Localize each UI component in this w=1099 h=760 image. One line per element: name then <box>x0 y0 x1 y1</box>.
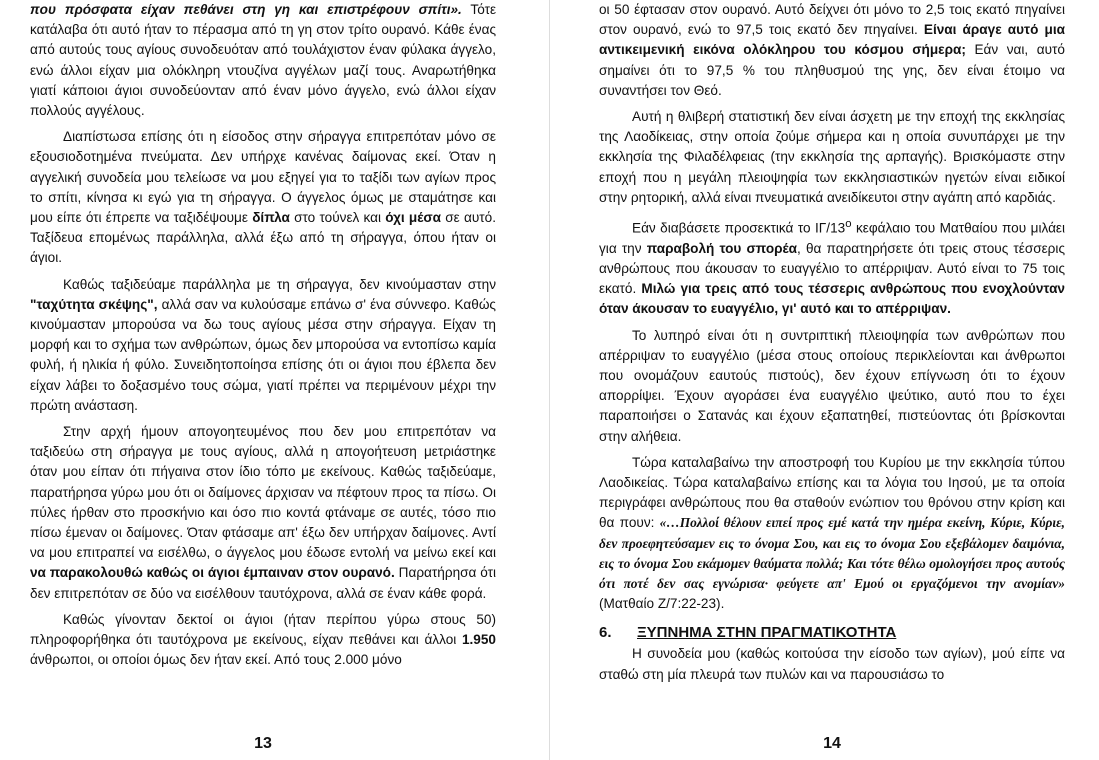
page-number: 14 <box>823 735 841 752</box>
paragraph-text: Εάν ναι, αυτό σημαίνει ότι το 97,5 % του πληθυσμού της γης, δεν είναι έτοιμο να συναντήσει τον Θεό. <box>599 42 1065 98</box>
page-gutter <box>549 0 550 760</box>
paragraph <box>599 453 1065 615</box>
bold-text: 1.950 <box>461 632 496 648</box>
scripture-quote: «…Πολλοί θέλουν ειπεί προς εμέ κατά την ημέρα εκείνη, Κύριε, Κύριε, δεν προεφητεύσαμεν εις το όνομα Σου, και εις το όνομα Σου εξεβάλομεν δαιμόνια, εις το όνομα Σου εκάμομεν θαύματα πολλά; Και τότε θέλω ομολογήσει προς αυτούς ότι ποτέ δεν σας εγνώρισα· φεύγετε απ' Εμού οι εργαζόμενοι την ανομίαν» <box>599 515 1065 592</box>
paragraph <box>599 644 1065 684</box>
paragraph <box>30 275 496 416</box>
paragraph-text: Παρατήρησα ότι δεν επιτρεπόταν σε δύο να εισέλθουν ταυτόχρονα, αλλά σε έναν κάθε φορά. <box>30 565 496 601</box>
paragraph <box>30 127 496 268</box>
bold-text: όχι μέσα <box>385 210 442 226</box>
paragraph-text: οι 50 έφτασαν στον ουρανό. Αυτό δείχνει ότι μόνο το 2,5 τοις εκατό πηγαίνει στον ουρανό, ενώ το 97,5 τοις εκατό δεν πηγαίνει. <box>599 2 1065 38</box>
page-number: 13 <box>254 735 272 752</box>
paragraph <box>30 0 496 121</box>
paragraph-text: Εάν διαβάσετε προσεκτικά το ΙΓ/13 <box>632 220 846 236</box>
paragraph-text: Καθώς γίνονταν δεκτοί οι άγιοι (ήταν περίπου γύρω στους 50) πληροφορήθηκα ότι ταυτόχρονα με εκείνους, είχαν πεθάνει και άλλοι <box>30 611 496 648</box>
paragraph-text: σε αυτό. Ταξίδευα επομένως παράλληλα, αλλά έξω από τη σήραγγα, όπου ήταν οι άγιοι. <box>30 210 496 266</box>
paragraph <box>30 422 496 604</box>
bold-text: Είναι άραγε αυτό μια αντικειμενική εικόνα ολόκληρου του κόσμου σήμερα; <box>599 22 1065 58</box>
paragraph-text: Τότε κατάλαβα ότι αυτό ήταν το πέρασμα από τη γη στον τρίτο ουρανό. Κάθε ένας από αυτούς τους αγίους συνοδευόταν από τουλάχιστον έναν φύλακα άγγελο, ενώ άλλοι είχαν μια ολόκληρη ντουζίνα αγγέλων μαζί τους. Αναρωτήθηκα γιατί κάποιοι άγιοι συνοδεύονταν από έναν μόνο άγγελο, ενώ άλλοι είχαν πολλούς αγγέλους. <box>30 2 496 119</box>
paragraph-text: αλλά σαν να κυλούσαμε επάνω σ' ένα σύννεφο. Καθώς κινούμασταν μπορούσα να δω τους αγίους μέσα στην σήραγγα. Είχαν τη μορφή και το σχήμα των ανθρώπων, όμως δεν μπορούσα να εντοπίσω καμία φυλή, ή ηλικία ή φύλο. Συνειδητοποίησα επίσης ότι οι άγιοι που έβλεπα δεν είχαν λάβει το δοξασμένο τους σώμα, γιατί πρέπει να περιμένουν μέχρι την πρώτη ανάσταση. <box>30 296 496 413</box>
right-page <box>599 0 1065 760</box>
paragraph-text: Αυτή η θλιβερή στατιστική δεν είναι άσχετη με την εποχή της εκκλησίας της Λαοδίκειας, στην οποία ζούμε σήμερα και η οποία συνυπάρχει με την εκκλησία της Φιλαδέλφειας (την εκκλησία της αρπαγής). Βρισκόμαστε στην εποχή που η μεγάλη πλειοψηφία των εκκλησιαστικών ηγετών είναι ειδικοί στην ρητορική, αλλά είναι πνευματικά ανειδίκευτοι στην αγάπη από καρδιάς. <box>599 109 1065 205</box>
scripture-reference: (Ματθαίο Ζ/7:22-23). <box>599 596 725 612</box>
bold-text: Μιλώ για τρεις από τους τέσσερις ανθρώπους που ενοχλούνταν όταν άκουσαν το ευαγγέλιο, γι' αυτό και το απέρριψαν. <box>599 281 1065 317</box>
ordinal-superscript: ο <box>845 218 852 231</box>
right-page-text <box>599 0 1065 685</box>
paragraph-text: Το λυπηρό είναι ότι η συντριπτική πλειοψηφία των ανθρώπων που απέρριψαν το ευαγγέλιο (μέσα στους οποίους περικλείονται και άνθρωποι που ονομάζουν εαυτούς πιστούς), δεν έχουν επίγνωση ότι το έχουν απορρίψει. Έχουν αγοράσει ένα ευαγγέλιο ψεύτικο, αυτό που το έχει παραποιήσει ο Σατανάς και έχουν εξαπατηθεί, πιστεύοντας ότι βρίσκονται στην αλήθεια. <box>599 327 1065 444</box>
paragraph-text: , θα παρατηρήσετε ότι τρεις στους τέσσερις ανθρώπους που άκουσαν το ευαγγέλιο το απέρριψαν. Αυτό είναι το 75 τοις εκατό. <box>599 240 1065 297</box>
paragraph-text: Διαπίστωσα επίσης ότι η είσοδος στην σήραγγα επιτρεπόταν μόνο σε εξουσιοδοτημένα πνεύματα. Δεν υπήρχε κανένας δαίμονας εκεί. Όταν η αγγελική συνοδεία μου τελείωσε να μου εξηγεί για το ταξίδι των αγίων προς το σπίτι, κίνησα κι εγώ για τη σήραγγα. Ο άγγελος όμως με σταμάτησε και μου είπε ότι έπρεπε να ταξιδέψουμε <box>30 129 496 226</box>
paragraph-text: Καθώς ταξιδεύαμε παράλληλα με τη σήραγγα, δεν κινούμασταν στην <box>63 276 496 292</box>
paragraph-text: κεφάλαιο του Ματθαίου που μιλάει για την <box>599 220 1066 256</box>
paragraph <box>599 326 1065 447</box>
bold-text: παραβολή του σπορέα <box>646 240 798 256</box>
paragraph-text: άνθρωποι, οι οποίοι όμως δεν ήταν εκεί. Από τους 2.000 μόνο <box>30 652 402 668</box>
left-page <box>30 0 496 760</box>
bold-text: "ταχύτητα σκέψης", <box>30 296 158 312</box>
section-number: 6. <box>599 624 612 642</box>
left-page-text <box>30 0 496 671</box>
paragraph-text: Η συνοδεία μου (καθώς κοιτούσα την είσοδο των αγίων), μού είπε να σταθώ στη μία πλευρά των πυλών και να παρουσιάσω το <box>599 646 1065 682</box>
paragraph-text: στο τούνελ και <box>289 210 386 226</box>
paragraph <box>599 107 1065 208</box>
bold-italic-intro: που πρόσφατα είχαν πεθάνει στη γη και επιστρέφουν σπίτι». <box>30 2 462 17</box>
section-heading <box>599 624 1065 642</box>
paragraph-text: Τώρα καταλαβαίνω την αποστροφή του Κυρίου με την εκκλησία τύπου Λαοδικείας. Τώρα καταλαβαίνω επίσης και τα λόγια του Ιησού, με τα οποία περιγράφει ανθρώπους που θα σταθούν ενώπιον του θρόνου στην κρίση και θα πουν: <box>599 454 1065 531</box>
bold-text: να παρακολουθώ καθώς οι άγιοι έμπαιναν στον ουρανό. <box>30 565 395 581</box>
paragraph-text: Στην αρχή ήμουν απογοητευμένος που δεν μου επιτρεπόταν να ταξιδεύω στη σήραγγα με τους αγίους, αλλά η απογοήτευση μετριάστηκε όταν μου είπαν ότι πήγαινα στον ίδιο τόπο με εκείνους. Καθώς ταξιδεύαμε, παρατήρησα γύρω μου ότι οι δαίμονες άρχισαν να πέφτουν προς τα πίσω. Οι πύλες ήρθαν στο προσκήνιο και όσο πιο κοντά φτάναμε σε αυτές, τόσο πιο πίσω έμεναν οι δαίμονες. Όταν φτάσαμε απ' έξω δεν υπήρχαν δαίμονες. Αντί να μου επιτραπεί να εισέλθω, ο άγγελος μου έδωσε εντολή να μείνω εκεί και <box>30 424 496 561</box>
paragraph <box>30 610 496 671</box>
section-title: ΞΥΠΝΗΜΑ ΣΤΗΝ ΠΡΑΓΜΑΤΙΚΟΤΗΤΑ <box>637 624 897 642</box>
bold-text: δίπλα <box>252 210 290 226</box>
paragraph <box>599 0 1065 101</box>
paragraph <box>599 214 1065 320</box>
